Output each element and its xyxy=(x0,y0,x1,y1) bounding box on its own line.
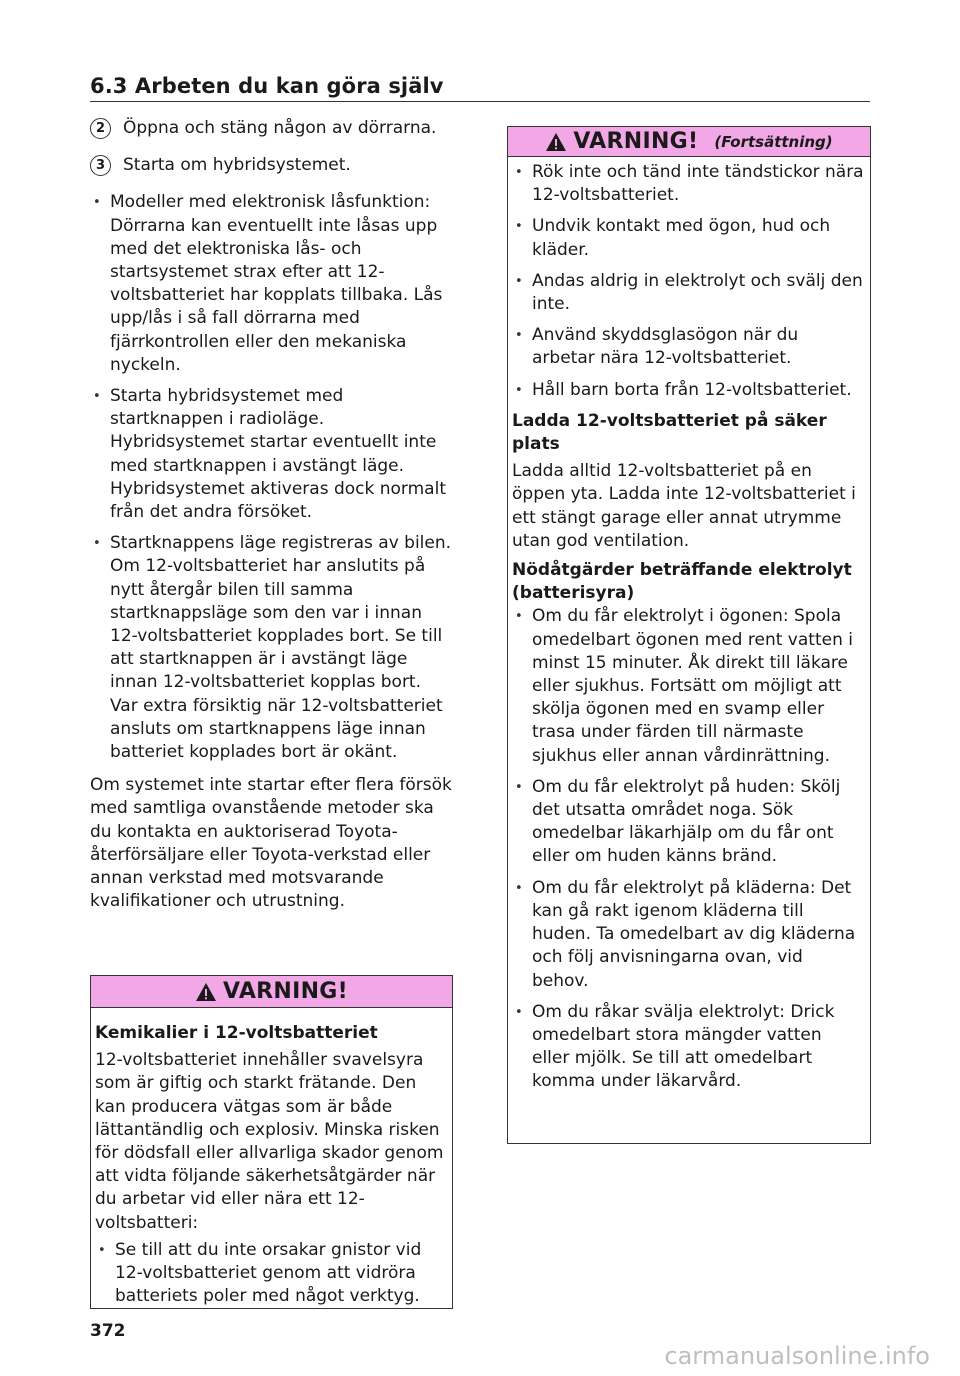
list-item: • Se till att du inte orsakar gnistor vid 12-voltsbatteriet genom att vidröra batteriets poler med något verktyg. xyxy=(95,1239,446,1309)
list-item: • Använd skyddsglasögon när du arbetar nära 12-voltsbatteriet. xyxy=(512,324,864,370)
warning-body xyxy=(508,157,870,1094)
list-item: • Håll barn borta från 12-voltsbatteriet. xyxy=(512,379,864,402)
warning-body xyxy=(91,1008,452,1308)
warning-text: 12-voltsbatteriet innehåller svavelsyra som är giftig och starkt frätande. Den kan producera vätgas som är både lättantändlig och explosiv. Minska risken för dödsfall eller allvarliga skador genom att vidta följande säkerhetsåtgärder när du arbetar vid eller nära ett 12-voltsbatteri: xyxy=(95,1050,444,1233)
warning-box xyxy=(90,975,453,1309)
step-text: Starta om hybridsystemet. xyxy=(123,155,351,176)
warning-subtitle: (Fortsättning) xyxy=(714,132,833,151)
list-item: • Rök inte och tänd inte tändstickor nära 12-voltsbatteriet. xyxy=(512,161,864,207)
step-item xyxy=(90,154,452,177)
list-item: • Startknappens läge registreras av bilen. Om 12-voltsbatteriet har anslutits på nytt återgår bilen till samma startknappsläge som den var i innan 12-voltsbatteriet kopplades bort. Se till att startknappen är i avstängt läge innan 12-voltsbatteriet kopplas bort. Var extra försiktig när 12-voltsbatteriet ansluts om startknappens läge innan batteriet kopplades bort är okänt. xyxy=(90,532,452,764)
list-item: • Andas aldrig in elektrolyt och svälj den inte. xyxy=(512,270,864,316)
list-item: • Om du får elektrolyt i ögonen: Spola omedelbart ögonen med rent vatten i minst 15 minuter. Åk direkt till läkare eller sjukhus. Fortsätt om möjligt att skölja ögonen med en svamp eller trasa under färden till närmaste sjukhus eller annan vårdinrättning. xyxy=(512,605,864,767)
list-item: • Starta hybridsystemet med startknappen i radioläge. Hybridsystemet startar eventuellt inte med startknappen i avstängt läge. Hybridsystemet aktiveras dock normalt från det andra försöket. xyxy=(90,385,452,524)
watermark: carmanualsonline.info xyxy=(664,1342,930,1370)
left-column xyxy=(90,117,452,914)
step-number-badge: 3 xyxy=(90,155,111,176)
list-item: • Undvik kontakt med ögon, hud och kläder. xyxy=(512,215,864,261)
page-number: 372 xyxy=(90,1321,126,1341)
list-item: • Om du råkar svälja elektrolyt: Drick omedelbart stora mängder vatten eller mjölk. Se till att omedelbart komma under läkarvård. xyxy=(512,1001,864,1094)
header-divider xyxy=(90,101,870,102)
step-item xyxy=(90,117,452,140)
warning-header xyxy=(508,127,870,157)
warning-heading: Nödåtgärder beträffande elektrolyt (batterisyra) xyxy=(512,560,852,604)
warning-header xyxy=(91,976,452,1008)
list-item: • Om du får elektrolyt på kläderna: Det kan gå rakt igenom kläderna till huden. Ta omedelbart av dig kläderna och följ anvisningarna ovan, vid behov. xyxy=(512,877,864,993)
section-title: 6.3 Arbeten du kan göra själv xyxy=(90,74,444,98)
warning-triangle-icon xyxy=(545,132,567,152)
step-number-badge: 2 xyxy=(90,118,111,139)
warning-box-continued xyxy=(507,126,871,1144)
list-item: • Om du får elektrolyt på huden: Skölj det utsatta området noga. Sök omedelbar läkarhjälp om du får ont eller om huden känns bränd. xyxy=(512,776,864,869)
warning-triangle-icon xyxy=(195,982,217,1002)
body-paragraph: Om systemet inte startar efter flera försök med samtliga ovanstående metoder ska du kontakta en auktoriserad Toyota-återförsäljare eller Toyota-verkstad eller annan verkstad med motsvarande kvalifikationer och utrustning. xyxy=(90,775,452,912)
warning-heading: Ladda 12-voltsbatteriet på säker plats xyxy=(512,410,827,455)
warning-title: VARNING! xyxy=(222,979,348,1004)
warning-text: Ladda alltid 12-voltsbatteriet på en öppen yta. Ladda inte 12-voltsbatteriet i ett stängt garage eller annat utrymme utan god ventilation. xyxy=(512,461,856,551)
list-item: • Modeller med elektronisk låsfunktion: Dörrarna kan eventuellt inte låsas upp med det elektroniska lås- och startsystemet strax efter att 12-voltsbatteriet har kopplats tillbaka. Lås upp/lås i så fall dörrarna med fjärrkontrollen eller den mekaniska nyckeln. xyxy=(90,191,452,377)
warning-title: VARNING! xyxy=(573,129,699,154)
step-text: Öppna och stäng någon av dörrarna. xyxy=(123,118,437,138)
warning-heading: Kemikalier i 12-voltsbatteriet xyxy=(95,1023,378,1043)
